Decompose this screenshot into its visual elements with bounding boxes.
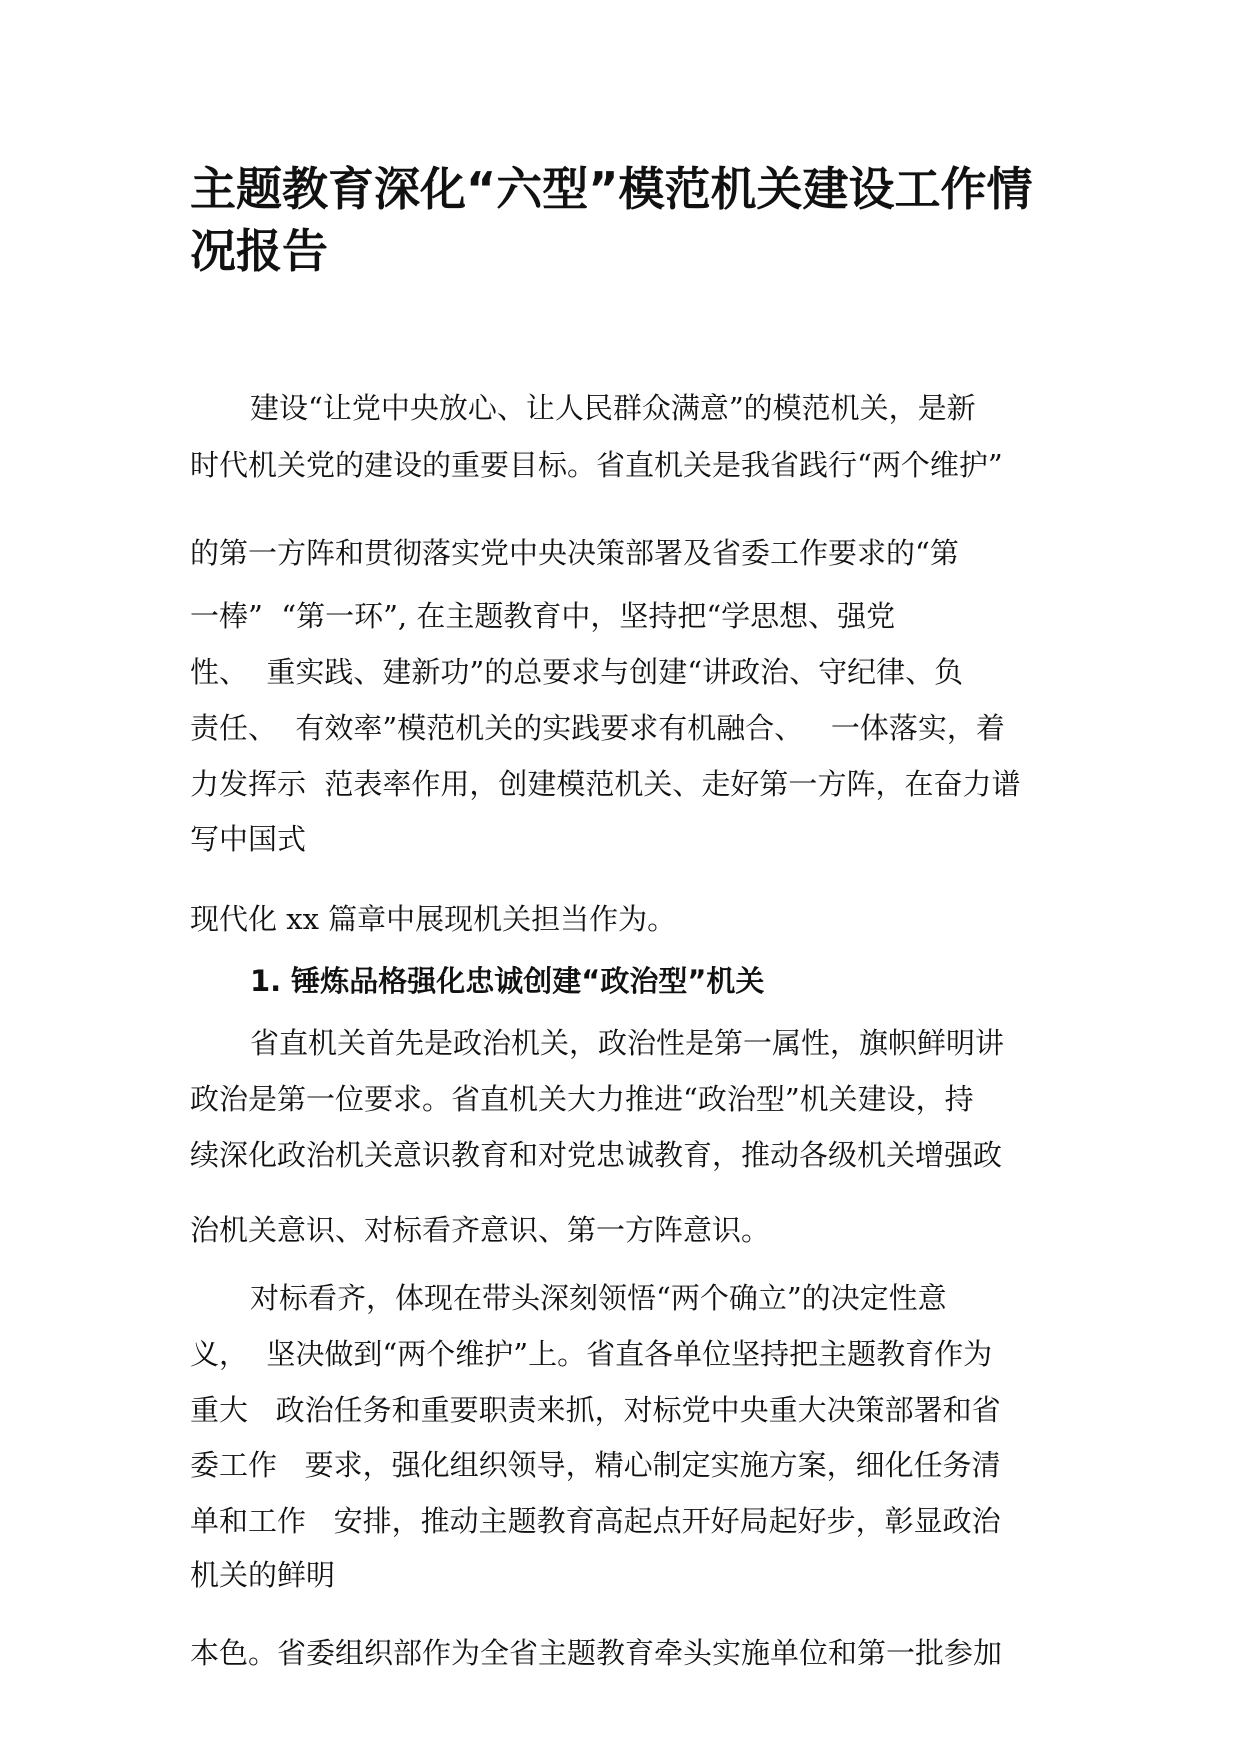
paragraph-line: 写中国式 [190, 822, 307, 856]
paragraph-line: 本色。省委组织部作为全省主题教育牵头实施单位和第一批参加 [190, 1636, 1003, 1670]
paragraph-line: 省直机关首先是政治机关，政治性是第一属性，旗帜鲜明讲 [250, 1026, 1005, 1060]
paragraph-line: 单和工作 安排，推动主题教育高起点开好局起好步，彰显政治 [190, 1504, 1001, 1538]
paragraph-line: 的第一方阵和贯彻落实党中央决策部署及省委工作要求的“第 [190, 536, 959, 570]
document-title: 主题教育深化“六型”模范机关建设工作情况报告 [190, 162, 1033, 278]
paragraph-line: 重大 政治任务和重要职责来抓，对标党中央重大决策部署和省 [190, 1393, 1001, 1427]
paragraph-line: 对标看齐，体现在带头深刻领悟“两个确立”的决定性意 [250, 1281, 947, 1315]
paragraph-line: 时代机关党的建设的重要目标。省直机关是我省践行“两个维护” [190, 448, 1003, 482]
paragraph-line: 建设“让党中央放心、让人民群众满意”的模范机关，是新 [250, 391, 976, 425]
paragraph-line: 政治是第一位要求。省直机关大力推进“政治型”机关建设，持 [190, 1082, 974, 1116]
section-heading: 1. 锤炼品格强化忠诚创建“政治型”机关 [250, 964, 765, 998]
paragraph-line: 机关的鲜明 [190, 1558, 336, 1592]
paragraph-line: 责任、 有效率”模范机关的实践要求有机融合、 一体落实，着 [190, 711, 1005, 745]
paragraph-line: 性、 重实践、建新功”的总要求与创建“讲政治、守纪律、负 [190, 655, 964, 689]
paragraph-line: 力发挥示 范表率作用，创建模范机关、走好第一方阵，在奋力谱 [190, 767, 1021, 801]
paragraph-line: 续深化政治机关意识教育和对党忠诚教育，推动各级机关增强政 [190, 1138, 1003, 1172]
paragraph-line: 义， 坚决做到“两个维护”上。省直各单位坚持把主题教育作为 [190, 1337, 993, 1371]
paragraph-line: 一棒” “第一环”, 在主题教育中，坚持把“学思想、强党 [190, 599, 896, 633]
paragraph-line: 现代化 xx 篇章中展现机关担当作为。 [190, 902, 677, 936]
paragraph-line: 治机关意识、对标看齐意识、第一方阵意识。 [190, 1213, 771, 1247]
paragraph-line: 委工作 要求，强化组织领导，精心制定实施方案，细化任务清 [190, 1448, 1001, 1482]
